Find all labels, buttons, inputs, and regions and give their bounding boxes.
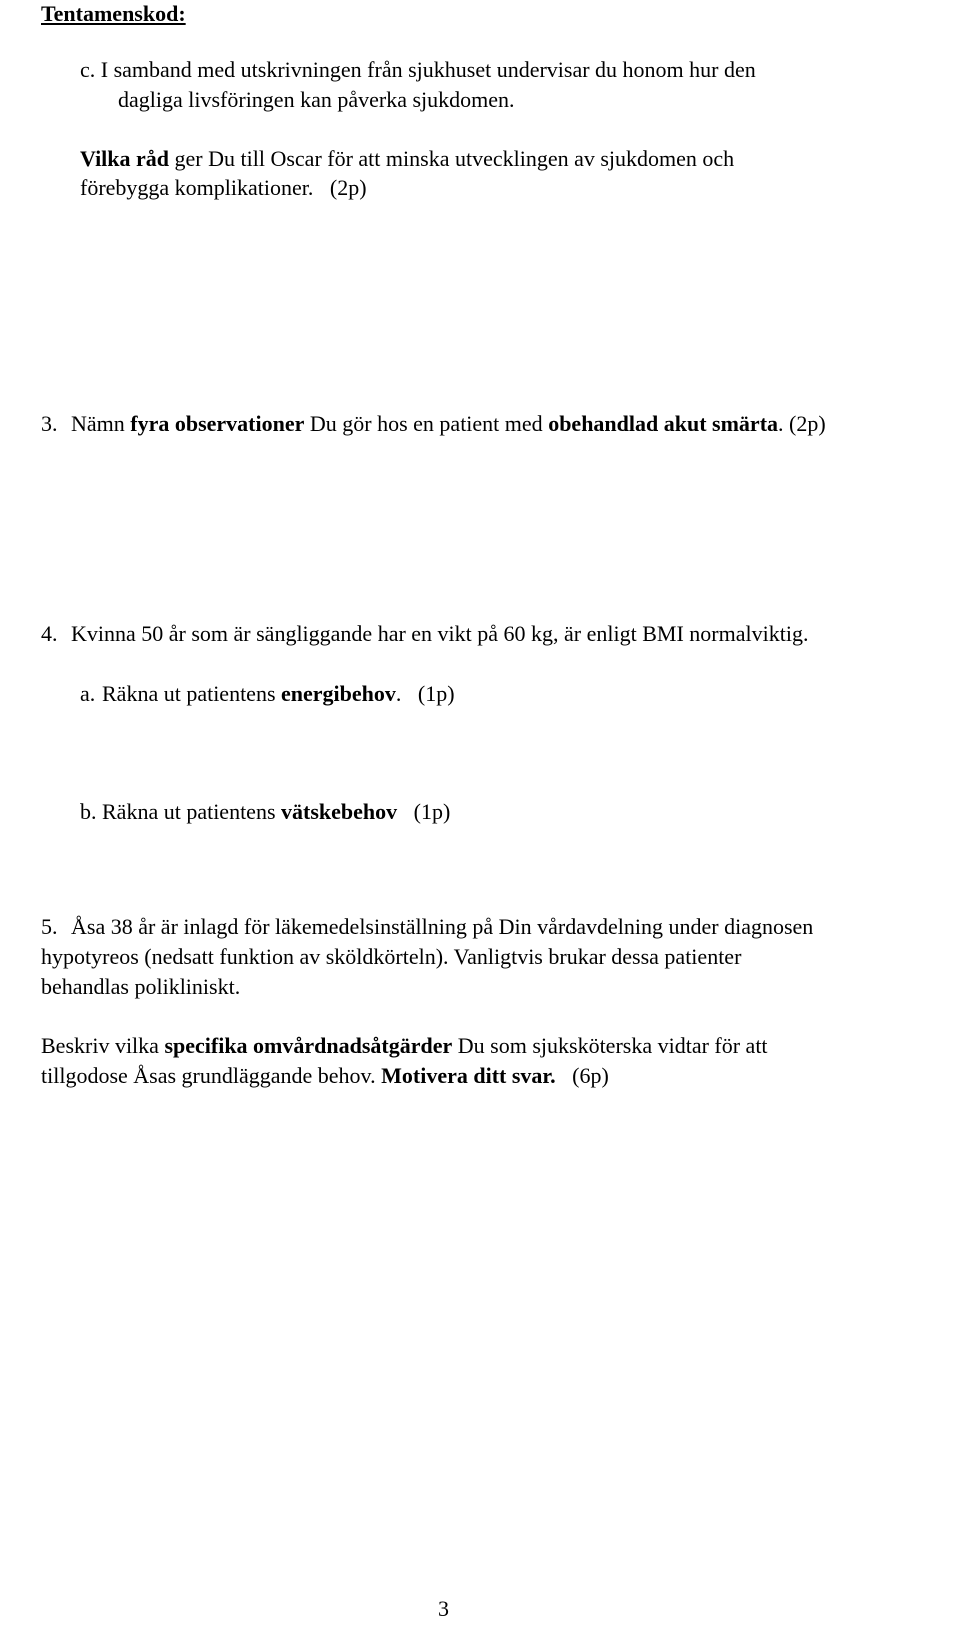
emphasis: specifika omvårdnadsåtgärder	[164, 1033, 453, 1058]
sub-label: b.	[80, 799, 97, 824]
emphasis: vätskebehov	[281, 799, 398, 824]
page-number: 3	[438, 1596, 449, 1621]
question-number: 4.	[41, 621, 58, 646]
question-5-line: behandlas polikliniskt.	[41, 974, 241, 999]
emphasis: energibehov	[281, 681, 396, 706]
emphasis: Vilka råd	[80, 146, 170, 171]
question-5-line: hypotyreos (nedsatt funktion av sköldkörteln). Vanligtvis brukar dessa patienter	[41, 944, 742, 969]
question-2c-line: Vilka råd ger Du till Oscar för att minska utvecklingen av sjukdomen och	[80, 146, 735, 171]
question-4-text: 4. Kvinna 50 år som är sängliggande har en vikt på 60 kg, är enligt BMI normalviktig.	[41, 621, 809, 646]
question-2c-line: c. I samband med utskrivningen från sjukhuset undervisar du honom hur den	[80, 57, 756, 82]
emphasis: obehandlad akut smärta	[548, 411, 779, 436]
question-2c-line: dagliga livsföringen kan påverka sjukdomen.	[118, 87, 515, 112]
question-5-line: 5. Åsa 38 år är inlagd för läkemedelsinställning på Din vårdavdelning under diagnosen	[41, 914, 814, 939]
sub-label: a.	[80, 681, 96, 706]
question-number: 5.	[41, 914, 58, 939]
question-3: 3. Nämn fyra observationer Du gör hos en patient med obehandlad akut smärta. (2p)	[41, 411, 826, 436]
question-2c-line: förebygga komplikationer. (2p)	[80, 175, 367, 200]
question-4a: a. Räkna ut patientens energibehov. (1p)	[80, 681, 455, 706]
question-5-line: Beskriv vilka specifika omvårdnadsåtgärder Du som sjuksköterska vidtar för att	[41, 1033, 768, 1058]
exam-code-label: Tentamenskod:	[41, 1, 186, 26]
question-4b: b. Räkna ut patientens vätskebehov (1p)	[80, 799, 451, 824]
emphasis: fyra observationer	[130, 411, 305, 436]
emphasis: Motivera ditt svar.	[381, 1063, 556, 1088]
question-5-line: tillgodose Åsas grundläggande behov. Motivera ditt svar. (6p)	[41, 1063, 609, 1088]
question-number: 3.	[41, 411, 58, 436]
